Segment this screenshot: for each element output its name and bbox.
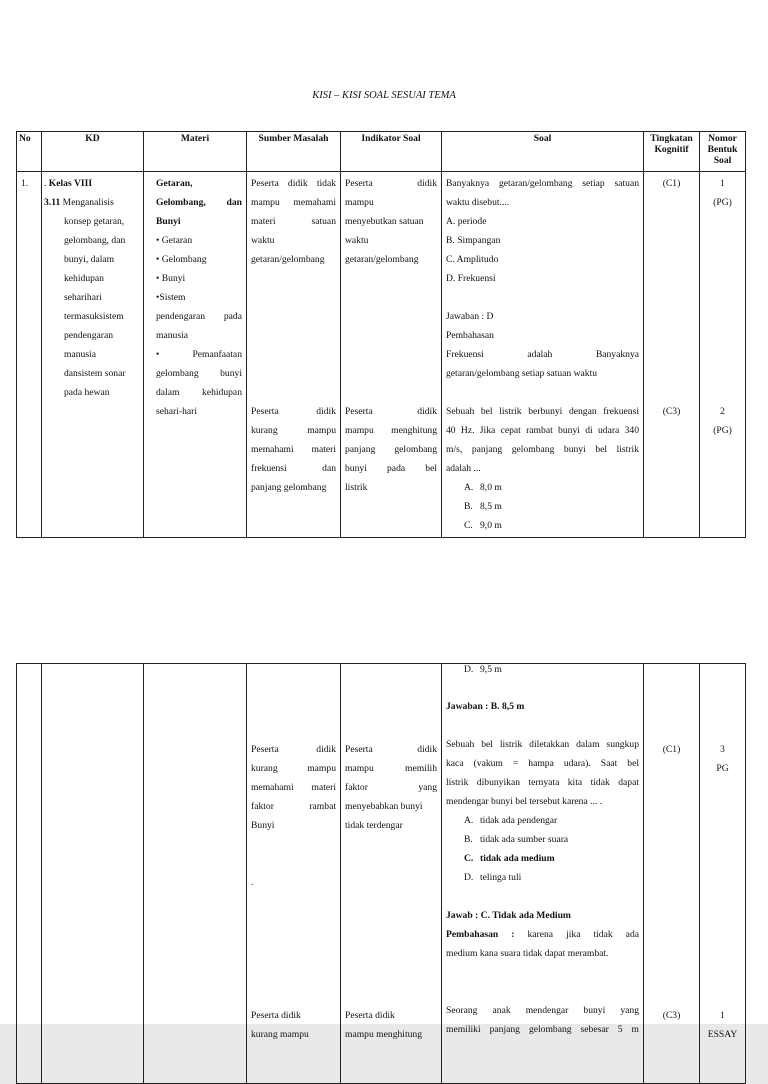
soal-cell: D. 9,5 m Jawaban : B. 8,5 m Sebuah bel listrik diletakkan dalam sungkup kaca (vakum = hampa udara). Saat bel listrik dibunyikan ternyata kita tidak dapat mendengar bunyi bel tersebut karena ... . A. tidak ada pendengar B. tidak ada sumber suara C. tidak ada medium D. telinga tuli Jawab : C. Tidak ada Medium Pembahasan : karena jika tidak ada medium kana suara tidak dapat merambat. Seorang anak mendengar bunyi yang memiliki panjang gelombang sebesar 5 m <box>442 664 644 1084</box>
tingkatan-kognitif-cell: (C1) (C3) <box>644 664 700 1084</box>
kd-cell <box>42 664 144 1084</box>
option: B. tidak ada sumber suara <box>464 834 569 845</box>
option: C. 9,0 m <box>464 520 502 531</box>
header-sumber-masalah: Sumber Masalah <box>247 132 341 172</box>
option: D. telinga tuli <box>464 872 522 883</box>
kisi-table-part-1 <box>16 131 746 538</box>
tingkatan-kognitif-cell: (C1) (C3) <box>644 172 700 538</box>
option: D. Frekuensi <box>446 273 496 284</box>
option: A. periode <box>446 216 487 227</box>
nomor-bentuk-cell: 3 PG 1 ESSAY <box>700 664 746 1084</box>
table-row <box>17 664 746 1084</box>
header-nomor-bentuk-soal: Nomor Bentuk Soal <box>700 132 746 172</box>
pembahasan: Pembahasan : karena jika tidak ada <box>446 929 639 940</box>
page-title: KISI – KISI SOAL SESUAI TEMA <box>312 90 456 101</box>
materi-cell <box>144 664 247 1084</box>
option: C. Amplitudo <box>446 254 499 265</box>
header-soal: Soal <box>442 132 644 172</box>
option: A. tidak ada pendengar <box>464 815 558 826</box>
kd-kelas: Kelas VIII <box>48 178 93 189</box>
sumber-masalah-cell: Peserta didik tidak mampu memahami materi satuan waktu getaran/gelombang Peserta didik kurang mampu memahami materi frekuensi dan panjang gelombang <box>247 172 341 538</box>
option-correct: C. tidak ada medium <box>464 853 555 864</box>
sumber-masalah-cell: Peserta didik kurang mampu memahami materi faktor rambat Bunyi . Peserta didik kurang mampu <box>247 664 341 1084</box>
header-indikator-soal: Indikator Soal <box>341 132 442 172</box>
kisi-table-part-2 <box>16 663 746 1084</box>
nomor-bentuk-cell: 1 (PG) 2 (PG) <box>700 172 746 538</box>
materi-cell: Getaran, Gelombang, dan Bunyi • Getaran • Gelombang • Bunyi •Sistem pendengaran pada manusia • Pemanfaatan gelombang bunyi dalam kehidupan sehari-hari <box>144 172 247 538</box>
option: D. 9,5 m <box>464 664 502 675</box>
table-row <box>17 172 746 538</box>
kd-cell: . Kelas VIII 3.11 Menganalisis konsep getaran, gelombang, dan bunyi, dalam kehidupan seharihari termasuksistem pendengaran manusia dansistem sonar pada hewan <box>42 172 144 538</box>
kd-code: 3.11 <box>44 197 61 208</box>
row-number: 1. <box>17 172 42 538</box>
table-header-row <box>17 132 746 172</box>
option: A. 8,0 m <box>464 482 502 493</box>
row-number <box>17 664 42 1084</box>
option: B. Simpangan <box>446 235 501 246</box>
header-no: No <box>17 132 42 172</box>
soal-cell: Banyaknya getaran/gelombang setiap satuan waktu disebut.... A. periode B. Simpangan C. Amplitudo D. Frekuensi Jawaban : D Pembahasan Frekuensi adalah Banyaknya getaran/gelombang setiap satuan waktu Sebuah bel listrik berbunyi dengan frekuensi 40 Hz. Jika cepat rambat bunyi di udara 340 m/s, panjang gelombang bunyi bel listrik adalah ... A. 8,0 m B. 8,5 m C. 9,0 m <box>442 172 644 538</box>
indikator-soal-cell: Peserta didik mampu memilih faktor yang menyebabkan bunyi tidak terdengar Peserta didik mampu menghitung <box>341 664 442 1084</box>
indikator-soal-cell: Peserta didik mampu menyebutkan satuan waktu getaran/gelombang Peserta didik mampu menghitung panjang gelombang bunyi pada bel listrik <box>341 172 442 538</box>
option: B. 8,5 m <box>464 501 502 512</box>
answer-key: Jawaban : D <box>446 311 494 322</box>
answer-key: Jawab : C. Tidak ada Medium <box>446 910 571 921</box>
header-materi: Materi <box>144 132 247 172</box>
answer-key: Jawaban : B. 8,5 m <box>446 701 525 712</box>
header-kd: KD <box>42 132 144 172</box>
header-tingkatan-kognitif: Tingkatan Kognitif <box>644 132 700 172</box>
